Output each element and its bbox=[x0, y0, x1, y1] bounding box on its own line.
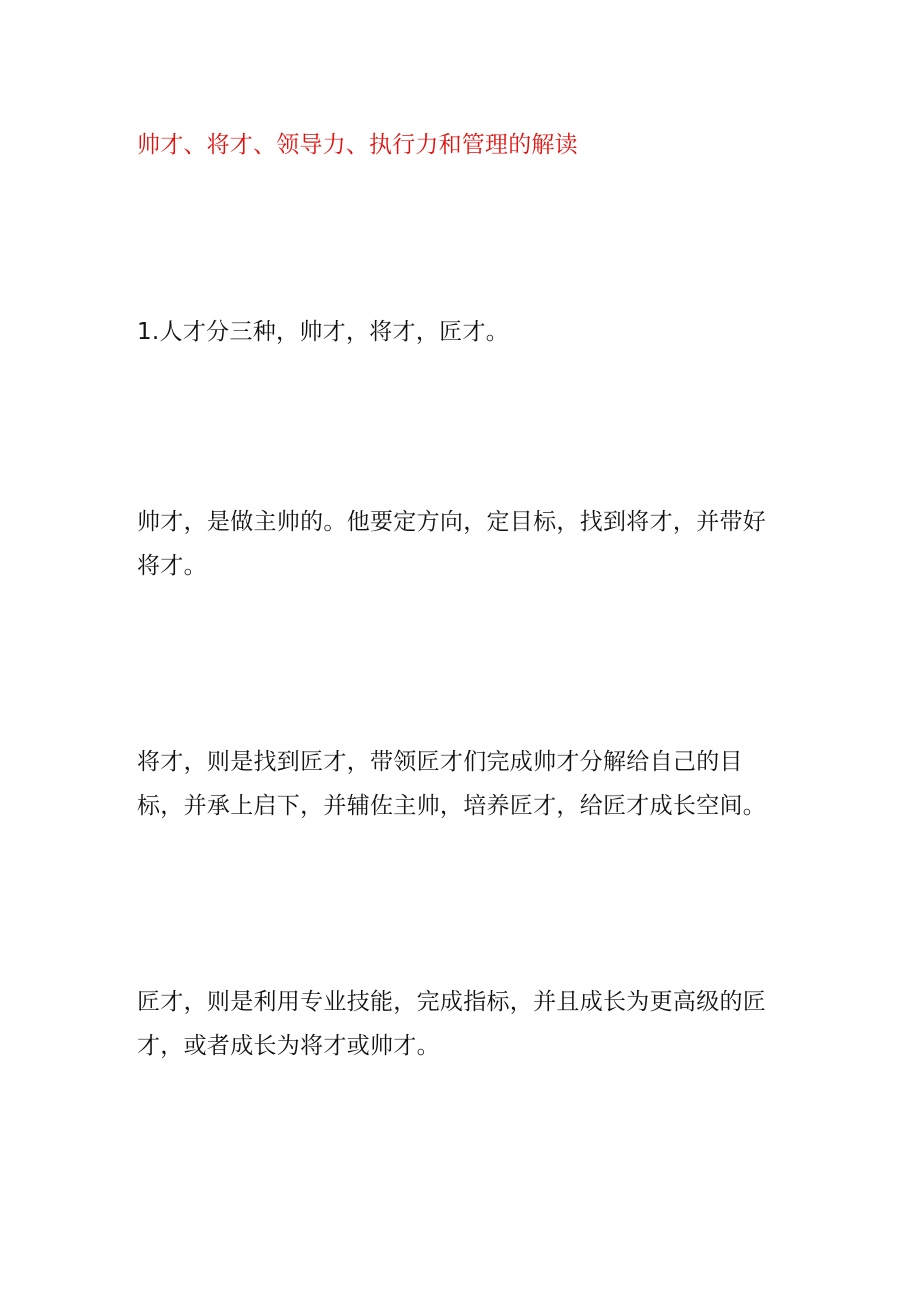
paragraph-craftsman-talent: 匠才，则是利用专业技能，完成指标，并且成长为更高级的匠才，或者成长为将才或帅才。 bbox=[137, 989, 767, 1059]
paragraph-talent-types: 1.人才分三种，帅才，将才，匠才。 bbox=[137, 319, 510, 345]
paragraph-commander-talent: 帅才，是做主帅的。他要定方向，定目标，找到将才，并带好将才。 bbox=[137, 509, 767, 579]
document-title: 帅才、将才、领导力、执行力和管理的解读 bbox=[137, 132, 578, 158]
paragraph-general-talent: 将才，则是找到匠才，带领匠才们完成帅才分解给自己的目标，并承上启下，并辅佐主帅，培养匠才，给匠才成长空间。 bbox=[137, 749, 767, 819]
